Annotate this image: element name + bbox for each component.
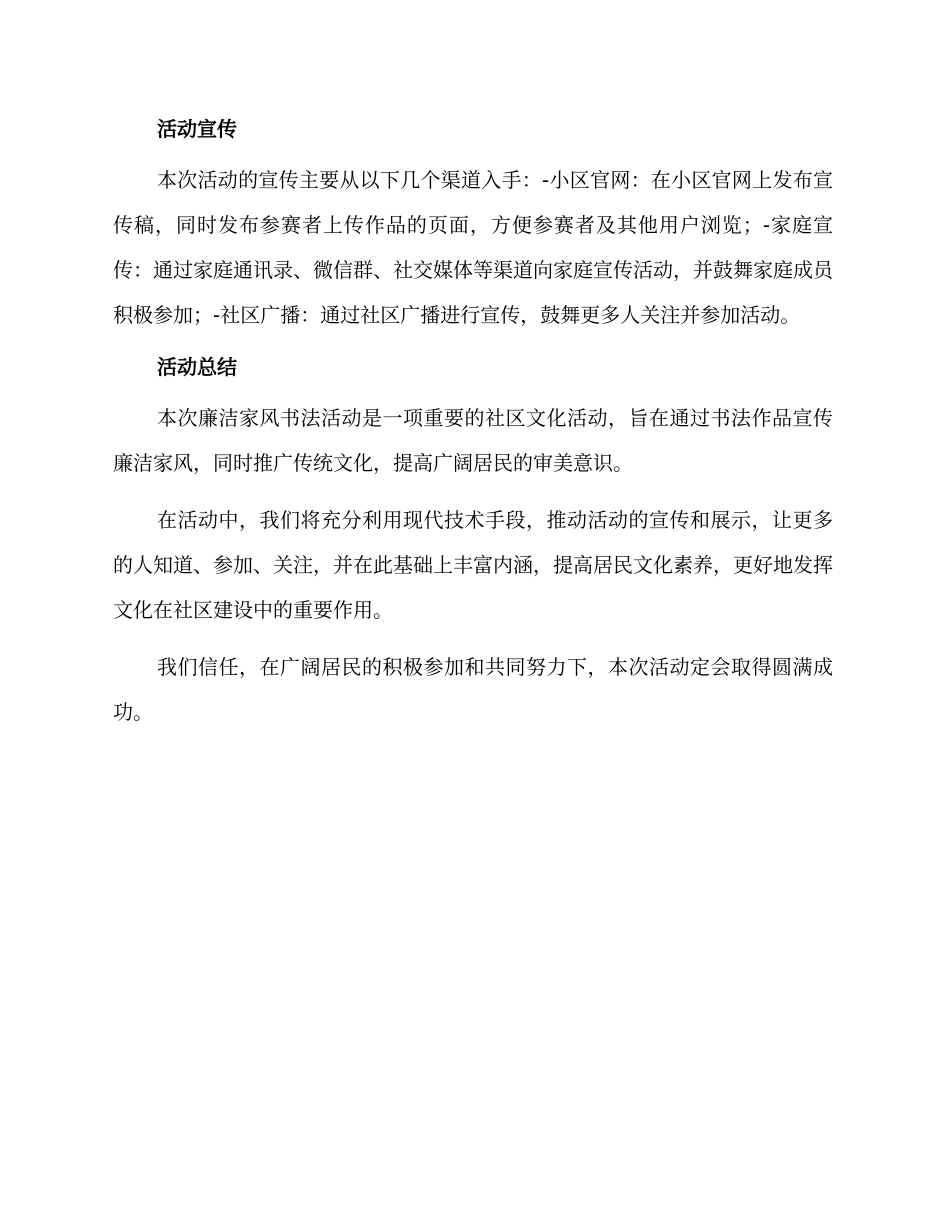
paragraph: 在活动中，我们将充分利用现代技术手段，推动活动的宣传和展示，让更多的人知道、参加、关注，并在此基础上丰富内涵，提高居民文化素养，更好地发挥文化在社区建设中的重要作用。 — [113, 508, 833, 622]
section-heading: 活动总结 — [157, 355, 237, 379]
section-summary — [113, 350, 833, 735]
paragraph: 本次廉洁家风书法活动是一项重要的社区文化活动，旨在通过书法作品宣传廉洁家风，同时推广传统文化，提高广阔居民的审美意识。 — [113, 406, 833, 475]
section-promotion — [113, 112, 833, 338]
section-heading: 活动宣传 — [157, 117, 237, 141]
paragraph: 本次活动的宣传主要从以下几个渠道入手：-小区官网：在小区官网上发布宣传稿，同时发布参赛者上传作品的页面，方便参赛者及其他用户浏览；-家庭宣传：通过家庭通讯录、微信群、社交媒体等渠道向家庭宣传活动，并鼓舞家庭成员积极参加；-社区广播：通过社区广播进行宣传，鼓舞更多人关注并参加活动。 — [113, 168, 833, 327]
document-page — [113, 112, 833, 747]
paragraph: 我们信任，在广阔居民的积极参加和共同努力下，本次活动定会取得圆满成功。 — [113, 655, 833, 724]
